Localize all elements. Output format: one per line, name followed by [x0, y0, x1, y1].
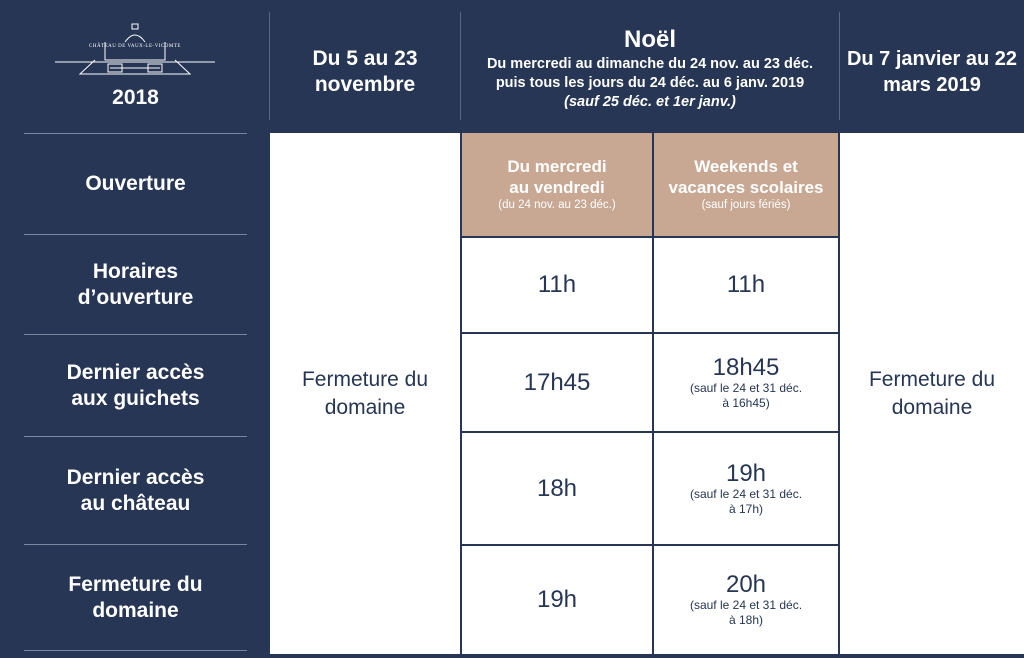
cell-r3-weekdays [462, 433, 652, 544]
row-label-fermeture-l2: domaine [92, 598, 179, 622]
row-label-guichets [24, 335, 247, 436]
row-label-ouverture-text: Ouverture [85, 172, 186, 195]
row-label-fermeture [24, 545, 247, 650]
chateau-logo-icon [40, 20, 230, 80]
cell-r1-weekends [654, 238, 838, 332]
cell-r2-weekends [654, 334, 838, 431]
row-label-chateau-l2: au château [80, 491, 191, 515]
header-col-november [270, 40, 460, 104]
subheader-weekends-l2: vacances scolaires [668, 178, 824, 197]
year-text: 2018 [112, 86, 159, 109]
row-label-horaires-l1: Horaires [92, 259, 179, 283]
subheader-weekdays-l1: Du mercredi [507, 157, 607, 176]
january-closed-l2: domaine [891, 395, 973, 419]
noel-title: Noël [623, 25, 676, 53]
note-r2-weekends-l1: (sauf le 24 et 31 déc. [689, 380, 803, 395]
subheader-weekdays-note: (du 24 nov. au 23 déc.) [498, 199, 616, 211]
note-r3-weekends-l1: (sauf le 24 et 31 déc. [689, 486, 803, 501]
cell-r3-weekends [654, 433, 838, 544]
november-closed-panel [270, 133, 460, 654]
row-label-horaires [24, 235, 247, 334]
subheader-weekends-note: (sauf jours fériés) [701, 199, 791, 211]
note-r4-weekends-l2: à 18h) [728, 613, 764, 627]
time-r4-weekends: 20h [725, 571, 767, 598]
subheader-weekends [654, 133, 838, 236]
cell-r2-weekdays [462, 334, 652, 431]
november-closed-l2: domaine [324, 395, 406, 419]
note-r2-weekends-l2: à 16h45) [722, 395, 770, 410]
cell-r1-weekdays [462, 238, 652, 332]
subheader-weekdays-l2: au vendredi [509, 178, 605, 197]
header-col-noel [461, 20, 839, 116]
noel-line-2: puis tous les jours du 24 déc. au 6 janv. 2019 [495, 74, 805, 91]
january-closed-l1: Fermeture du [868, 367, 996, 391]
time-r3-weekdays: 18h [536, 474, 578, 502]
time-r4-weekdays: 19h [536, 586, 578, 613]
subheader-weekends-l1: Weekends et [694, 157, 798, 176]
time-r2-weekdays: 17h45 [523, 368, 591, 396]
time-r3-weekends: 19h [725, 459, 767, 487]
cell-r4-weekends [654, 546, 838, 654]
november-closed-l1: Fermeture du [301, 367, 429, 391]
row-label-chateau-l1: Dernier accès [66, 465, 205, 489]
note-r3-weekends-l2: à 17h) [728, 501, 764, 516]
cell-r4-weekdays [462, 546, 652, 654]
year-label [24, 84, 247, 112]
logo [40, 20, 230, 80]
time-r1-weekends: 11h [726, 271, 766, 298]
row-label-fermeture-l1: Fermeture du [68, 572, 203, 596]
header-col-january-text: Du 7 janvier au 22 mars 2019 [846, 48, 1018, 96]
row-separator-5 [24, 650, 247, 651]
january-closed-panel [840, 133, 1024, 654]
row-label-guichets-l1: Dernier accès [66, 360, 205, 384]
noel-line-3: (sauf 25 déc. et 1er janv.) [564, 93, 736, 110]
row-label-chateau [24, 437, 247, 544]
note-r4-weekends-l1: (sauf le 24 et 31 déc. [689, 598, 803, 612]
logo-text: CHÂTEAU DE VAUX-LE-VICOMTE [89, 44, 181, 49]
subheader-weekdays [462, 133, 652, 236]
noel-line-1: Du mercredi au dimanche du 24 nov. au 23 déc. [486, 55, 814, 72]
row-label-guichets-l2: aux guichets [71, 386, 200, 410]
time-r1-weekdays: 11h [537, 271, 577, 298]
time-r2-weekends: 18h45 [712, 353, 780, 381]
header-col-november-text: Du 5 au 23 novembre [312, 47, 418, 96]
row-label-ouverture [24, 134, 247, 234]
header-col-january [840, 40, 1024, 104]
row-label-horaires-l2: d’ouverture [77, 285, 194, 309]
